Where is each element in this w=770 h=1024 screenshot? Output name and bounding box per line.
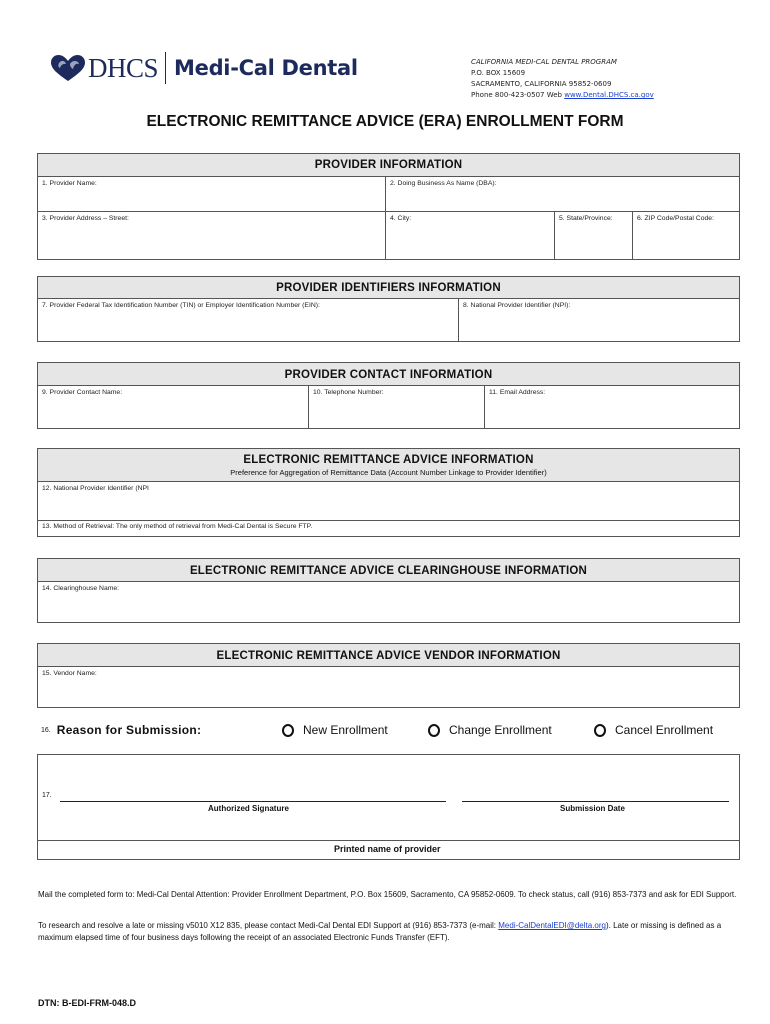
reason-label bbox=[41, 723, 201, 737]
reason-number: 16. bbox=[41, 726, 51, 734]
section-title: PROVIDER CONTACT INFORMATION bbox=[38, 363, 739, 386]
email-field[interactable]: 11. Email Address: bbox=[489, 389, 546, 396]
authorized-signature-line[interactable] bbox=[60, 801, 446, 802]
radio-change-enrollment[interactable] bbox=[428, 723, 552, 737]
state-field[interactable]: 5. State/Province: bbox=[555, 212, 633, 259]
clearinghouse-section bbox=[37, 558, 740, 623]
heart-logo-icon bbox=[50, 54, 86, 82]
npi-field[interactable]: 8. National Provider Identifier (NPI): bbox=[463, 302, 571, 309]
research-instructions bbox=[38, 920, 738, 943]
address-line-3: SACRAMENTO, CALIFORNIA 95852-0609 bbox=[471, 80, 612, 88]
provider-name-field[interactable]: 1. Provider Name: bbox=[38, 177, 386, 211]
street-address-field[interactable]: 3. Provider Address – Street: bbox=[38, 212, 386, 259]
section-subtitle: Preference for Aggregation of Remittance Data (Account Number Linkage to Provider Identifier) bbox=[230, 468, 547, 477]
research-text: To research and resolve a late or missing v5010 X12 835, please contact Medi-Cal Dental EDI Support at (916) 853-7373 (e-mail: bbox=[38, 921, 499, 930]
address-line-4 bbox=[471, 90, 654, 101]
radio-circle-icon[interactable] bbox=[428, 724, 440, 737]
signature-box bbox=[37, 754, 740, 860]
authorized-signature-label: Authorized Signature bbox=[208, 804, 289, 813]
section-title-block bbox=[38, 449, 739, 482]
mail-instructions: Mail the completed form to: Medi-Cal Dental Attention: Provider Enrollment Department, P.O. Box 15609, Sacramento, CA 95852-0609. To check status, call (916) 853-7373 and ask for EDI Support. bbox=[38, 890, 737, 899]
radio-new-enrollment[interactable] bbox=[282, 723, 388, 737]
vendor-name-field[interactable]: 15. Vendor Name: bbox=[42, 670, 97, 677]
radio-cancel-enrollment[interactable] bbox=[594, 723, 713, 737]
section-title: ELECTRONIC REMITTANCE ADVICE CLEARINGHOUSE INFORMATION bbox=[38, 559, 739, 582]
provider-information-section bbox=[37, 153, 740, 260]
zip-field[interactable]: 6. ZIP Code/Postal Code: bbox=[637, 215, 714, 222]
retrieval-method-text: 13. Method of Retrieval: The only method of retrieval from Medi-Cal Dental is Secure FTP. bbox=[42, 523, 313, 530]
option-label: Cancel Enrollment bbox=[615, 723, 714, 737]
dba-name-field[interactable]: 2. Doing Business As Name (DBA): bbox=[390, 180, 497, 187]
program-address bbox=[471, 57, 654, 101]
edi-email-link[interactable]: Medi-CalDentalEDI@delta.org bbox=[498, 921, 606, 930]
telephone-field[interactable]: 10. Telephone Number: bbox=[309, 386, 485, 428]
clearinghouse-name-field[interactable]: 14. Clearinghouse Name: bbox=[42, 585, 120, 592]
address-line-1: CALIFORNIA MEDI-CAL DENTAL PROGRAM bbox=[471, 58, 617, 66]
contact-name-field[interactable]: 9. Provider Contact Name: bbox=[38, 386, 309, 428]
provider-contact-section bbox=[37, 362, 740, 429]
logo-brand-text: Medi-Cal Dental bbox=[174, 55, 358, 80]
tin-ein-field[interactable]: 7. Provider Federal Tax Identification Number (TIN) or Employer Identification Number (EIN): bbox=[38, 299, 459, 341]
submission-date-line[interactable] bbox=[462, 801, 729, 802]
era-information-section bbox=[37, 448, 740, 537]
logo-dhcs-text: DHCS bbox=[88, 52, 159, 83]
city-field[interactable]: 4. City: bbox=[386, 212, 555, 259]
option-label: New Enrollment bbox=[303, 723, 388, 737]
dhcs-logo bbox=[50, 50, 358, 86]
printed-name-divider bbox=[38, 840, 739, 841]
era-npi-field[interactable]: 12. National Provider Identifier (NPI bbox=[42, 485, 149, 492]
section-title: PROVIDER INFORMATION bbox=[38, 154, 739, 177]
section-title: PROVIDER IDENTIFIERS INFORMATION bbox=[38, 277, 739, 299]
document-tracking-number: DTN: B-EDI-FRM-048.D bbox=[38, 998, 136, 1008]
section-title: ELECTRONIC REMITTANCE ADVICE INFORMATION bbox=[243, 454, 534, 466]
signature-number: 17. bbox=[42, 792, 52, 799]
radio-circle-icon[interactable] bbox=[282, 724, 294, 737]
form-title: ELECTRONIC REMITTANCE ADVICE (ERA) ENROLLMENT FORM bbox=[146, 113, 624, 130]
printed-name-label: Printed name of provider bbox=[334, 844, 441, 854]
provider-identifiers-section bbox=[37, 276, 740, 342]
phone-text: Phone 800-423-0507 Web bbox=[471, 91, 565, 99]
submission-date-label: Submission Date bbox=[560, 804, 625, 813]
research-text-end: ). Late or missing is defined as a maximum elapsed time of four business days following the receipt of an associated Electronic Funds Transfer (EFT). bbox=[38, 921, 722, 942]
reason-title: Reason for Submission: bbox=[56, 723, 202, 737]
section-title: ELECTRONIC REMITTANCE ADVICE VENDOR INFORMATION bbox=[38, 644, 739, 667]
vendor-section bbox=[37, 643, 740, 708]
option-label: Change Enrollment bbox=[449, 723, 552, 737]
web-link[interactable]: www.Dental.DHCS.ca.gov bbox=[564, 91, 654, 99]
address-line-2: P.O. BOX 15609 bbox=[471, 69, 526, 77]
logo-divider bbox=[165, 52, 166, 84]
radio-circle-icon[interactable] bbox=[594, 724, 606, 737]
